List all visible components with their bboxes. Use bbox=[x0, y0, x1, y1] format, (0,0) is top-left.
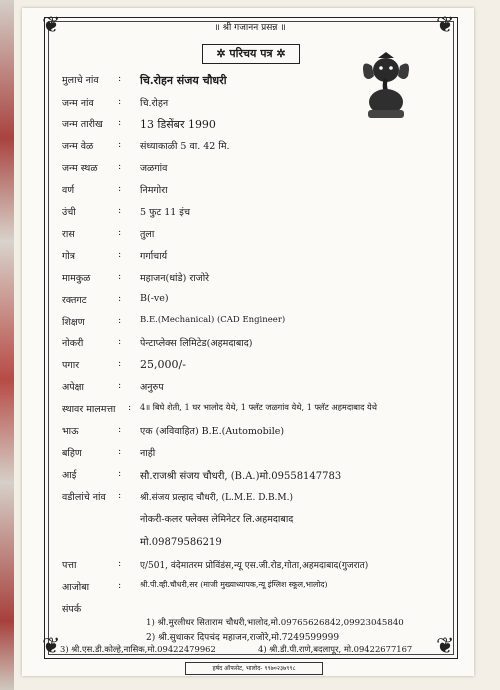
father-mobile: मो.09879586219 bbox=[140, 537, 222, 548]
document-title: ✲ परिचय पत्र ✲ bbox=[202, 44, 300, 64]
printer-footer: हर्षद ऑफसेट, भालोद- ९९७०२३७९९८ bbox=[185, 662, 323, 675]
ganesh-icon bbox=[358, 52, 414, 122]
corner-ornament-top-right: ❦ bbox=[436, 13, 455, 38]
contact-item: 2) श्री.सुधाकर दिपचंद महाजन,राजोरे,मो.7249599999 bbox=[146, 633, 340, 643]
background-fabric-edge bbox=[0, 0, 14, 690]
contact-item: 3) श्री.एस.डी.कोल्हे,नासिक,मो.09422479962 bbox=[60, 644, 216, 654]
corner-ornament-bottom-left: ❦ bbox=[42, 634, 61, 659]
invocation-line: ॥ श्री गजानन प्रसन्न ॥ bbox=[214, 23, 286, 33]
corner-ornament-bottom-right: ❦ bbox=[436, 634, 455, 659]
contact-item: 1) श्री.मुरलीधर सिताराम चौधरी,भालोद,मो.09765626842,09923045840 bbox=[146, 618, 404, 628]
contact-item: 4) श्री.डी.पी.राणे,बदलापूर, मो.09422677167 bbox=[258, 644, 413, 654]
corner-ornament-top-left: ❦ bbox=[42, 13, 61, 38]
father-job: नोकरी-कलर फ्लेक्स लेमिनेटर लि.अहमदाबाद bbox=[140, 514, 294, 525]
